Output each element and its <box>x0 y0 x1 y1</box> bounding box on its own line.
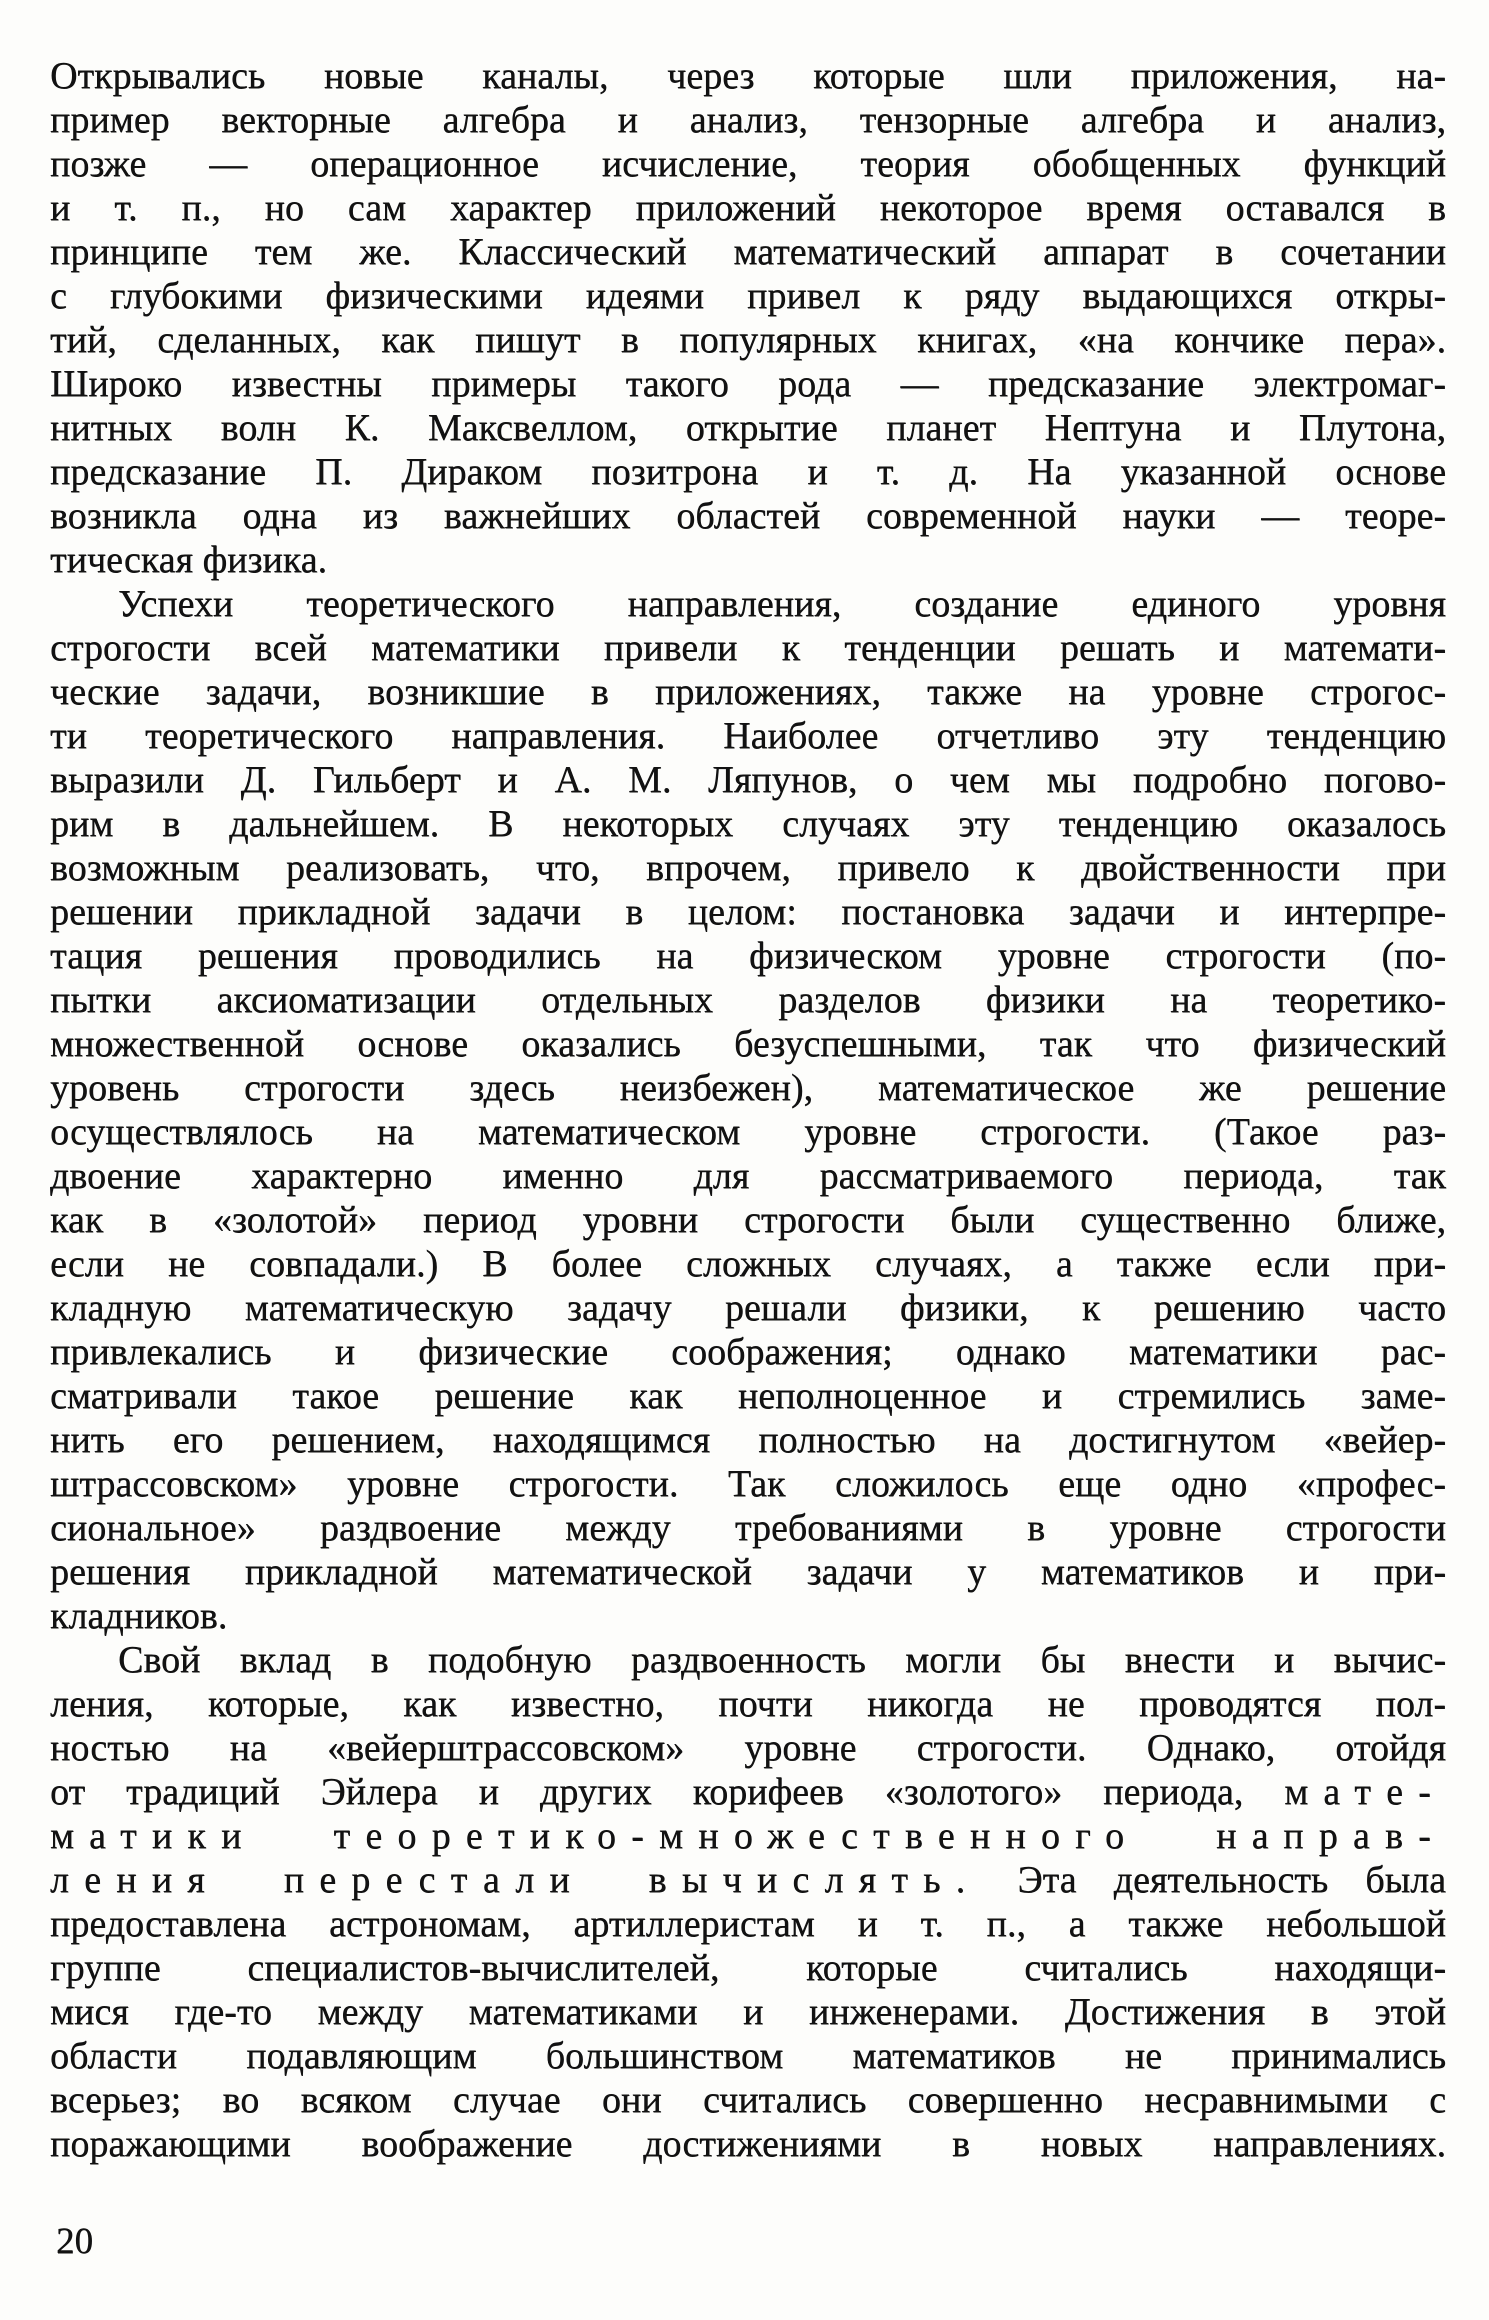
text-line <box>50 2078 1446 2122</box>
body-text: принципе тем же. Классический математический аппарат в сочетании <box>50 231 1446 273</box>
body-text: Свой вклад в подобную раздвоенность могли бы внести и вычис- <box>118 1639 1446 1681</box>
body-text: группе специалистов-вычислителей, которые считались находящи- <box>50 1947 1446 1989</box>
text-line <box>50 1286 1446 1330</box>
text-line <box>50 1242 1446 1286</box>
text-line <box>50 1638 1446 1682</box>
body-text: осуществлялось на математическом уровне строгости. (Такое раз- <box>50 1111 1446 1153</box>
body-text: области подавляющим большинством математиков не принимались <box>50 2035 1446 2077</box>
text-line <box>50 1946 1446 1990</box>
text-line <box>50 1418 1446 1462</box>
paragraph-2 <box>50 582 1446 1638</box>
body-text: позже — операционное исчисление, теория обобщенных функций <box>50 143 1446 185</box>
body-text: поражающими воображение достижениями в новых направлениях. <box>50 2123 1446 2165</box>
body-text: кладников. <box>50 1595 228 1637</box>
body-text: Широко известны примеры такого рода — предсказание электромаг- <box>50 363 1446 405</box>
emphasized-text: матики теоретико-множественного направ- <box>50 1815 1446 1857</box>
body-text: сматривали такое решение как неполноценное и стремились заме- <box>50 1375 1446 1417</box>
body-text: множественной основе оказались безуспешными, так что физический <box>50 1023 1446 1065</box>
text-line <box>50 1198 1446 1242</box>
body-text: мися где-то между математиками и инженерами. Достижения в этой <box>50 1991 1446 2033</box>
body-text: рим в дальнейшем. В некоторых случаях эту тенденцию оказалось <box>50 803 1446 845</box>
body-text: тическая физика. <box>50 539 328 581</box>
body-text: нитных волн К. Максвеллом, открытие планет Нептуна и Плутона, <box>50 407 1446 449</box>
body-text: возникла одна из важнейших областей современной науки — теоре- <box>50 495 1446 537</box>
text-line <box>50 494 1446 538</box>
text-line <box>50 1154 1446 1198</box>
text-line <box>50 406 1446 450</box>
text-line <box>50 1330 1446 1374</box>
text-line <box>50 1110 1446 1154</box>
body-text: как в «золотой» период уровни строгости были существенно ближе, <box>50 1199 1446 1241</box>
body-text: ностью на «вейерштрассовском» уровне строгости. Однако, отойдя <box>50 1727 1446 1769</box>
body-text: если не совпадали.) В более сложных случаях, а также если при- <box>50 1243 1446 1285</box>
text-line <box>50 98 1446 142</box>
body-text: решении прикладной задачи в целом: постановка задачи и интерпре- <box>50 891 1446 933</box>
body-text: нить его решением, находящимся полностью на достигнутом «вейер- <box>50 1419 1446 1461</box>
text-line <box>50 670 1446 714</box>
text-line <box>50 846 1446 890</box>
body-text: тация решения проводились на физическом уровне строгости (по- <box>50 935 1446 977</box>
text-line <box>50 1770 1446 1814</box>
paragraph-3 <box>50 1638 1446 2166</box>
text-line <box>50 1550 1446 1594</box>
text-line <box>50 978 1446 1022</box>
text-line <box>50 1902 1446 1946</box>
text-line <box>50 1814 1446 1858</box>
body-text: Открывались новые каналы, через которые шли приложения, на- <box>50 55 1446 97</box>
body-text: штрассовском» уровне строгости. Так сложилось еще одно «профес- <box>50 1463 1446 1505</box>
text-block <box>50 54 1446 2166</box>
text-line <box>50 1374 1446 1418</box>
text-line <box>50 1858 1446 1902</box>
text-line <box>50 230 1446 274</box>
text-line <box>50 450 1446 494</box>
body-text: всерьез; во всяком случае они считались совершенно несравнимыми с <box>50 2079 1446 2121</box>
page-number: 20 <box>56 2221 93 2262</box>
text-line <box>50 934 1446 978</box>
body-text: пример векторные алгебра и анализ, тензорные алгебра и анализ, <box>50 99 1446 141</box>
emphasized-text: ления перестали вычислять. <box>50 1859 981 1901</box>
body-text: предсказание П. Дираком позитрона и т. д. На указанной основе <box>50 451 1446 493</box>
body-text: Эта деятельность была <box>980 1859 1446 1901</box>
text-line <box>50 582 1446 626</box>
text-line <box>50 758 1446 802</box>
body-text: ления, которые, как известно, почти никогда не проводятся пол- <box>50 1683 1446 1725</box>
body-text: решения прикладной математической задачи у математиков и при- <box>50 1551 1446 1593</box>
body-text: тий, сделанных, как пишут в популярных книгах, «на кончике пера». <box>50 319 1446 361</box>
body-text: выразили Д. Гильберт и А. М. Ляпунов, о чем мы подробно погово- <box>50 759 1446 801</box>
text-line <box>50 186 1446 230</box>
body-text: от традиций Эйлера и других корифеев «золотого» периода, <box>50 1771 1285 1813</box>
body-text: ческие задачи, возникшие в приложениях, также на уровне строгос- <box>50 671 1446 713</box>
text-line <box>50 362 1446 406</box>
text-line <box>50 1682 1446 1726</box>
body-text: предоставлена астрономам, артиллеристам и т. п., а также небольшой <box>50 1903 1446 1945</box>
text-line <box>50 890 1446 934</box>
text-line <box>50 1066 1446 1110</box>
body-text: с глубокими физическими идеями привел к ряду выдающихся откры- <box>50 275 1446 317</box>
text-line <box>50 1022 1446 1066</box>
body-text: возможным реализовать, что, впрочем, привело к двойственности при <box>50 847 1446 889</box>
text-line <box>50 1506 1446 1550</box>
body-text: кладную математическую задачу решали физики, к решению часто <box>50 1287 1446 1329</box>
text-line <box>50 714 1446 758</box>
paragraph-1 <box>50 54 1446 582</box>
text-line <box>50 1462 1446 1506</box>
body-text: уровень строгости здесь неизбежен), математическое же решение <box>50 1067 1446 1109</box>
text-line <box>50 1726 1446 1770</box>
text-line <box>50 274 1446 318</box>
body-text: Успехи теоретического направления, создание единого уровня <box>118 583 1446 625</box>
text-line <box>50 2034 1446 2078</box>
text-line <box>50 142 1446 186</box>
text-line <box>50 802 1446 846</box>
body-text: ти теоретического направления. Наиболее отчетливо эту тенденцию <box>50 715 1446 757</box>
body-text: привлекались и физические соображения; однако математики рас- <box>50 1331 1446 1373</box>
text-line <box>50 2122 1446 2166</box>
body-text: и т. п., но сам характер приложений некоторое время оставался в <box>50 187 1446 229</box>
body-text: строгости всей математики привели к тенденции решать и математи- <box>50 627 1446 669</box>
text-line <box>50 1594 1446 1638</box>
text-line <box>50 626 1446 670</box>
text-line <box>50 54 1446 98</box>
body-text: двоение характерно именно для рассматриваемого периода, так <box>50 1155 1446 1197</box>
text-line <box>50 318 1446 362</box>
emphasized-text: мате- <box>1284 1771 1446 1813</box>
body-text: сиональное» раздвоение между требованиями в уровне строгости <box>50 1507 1446 1549</box>
body-text: пытки аксиоматизации отдельных разделов физики на теоретико- <box>50 979 1446 1021</box>
text-line <box>50 538 1446 582</box>
text-line <box>50 1990 1446 2034</box>
